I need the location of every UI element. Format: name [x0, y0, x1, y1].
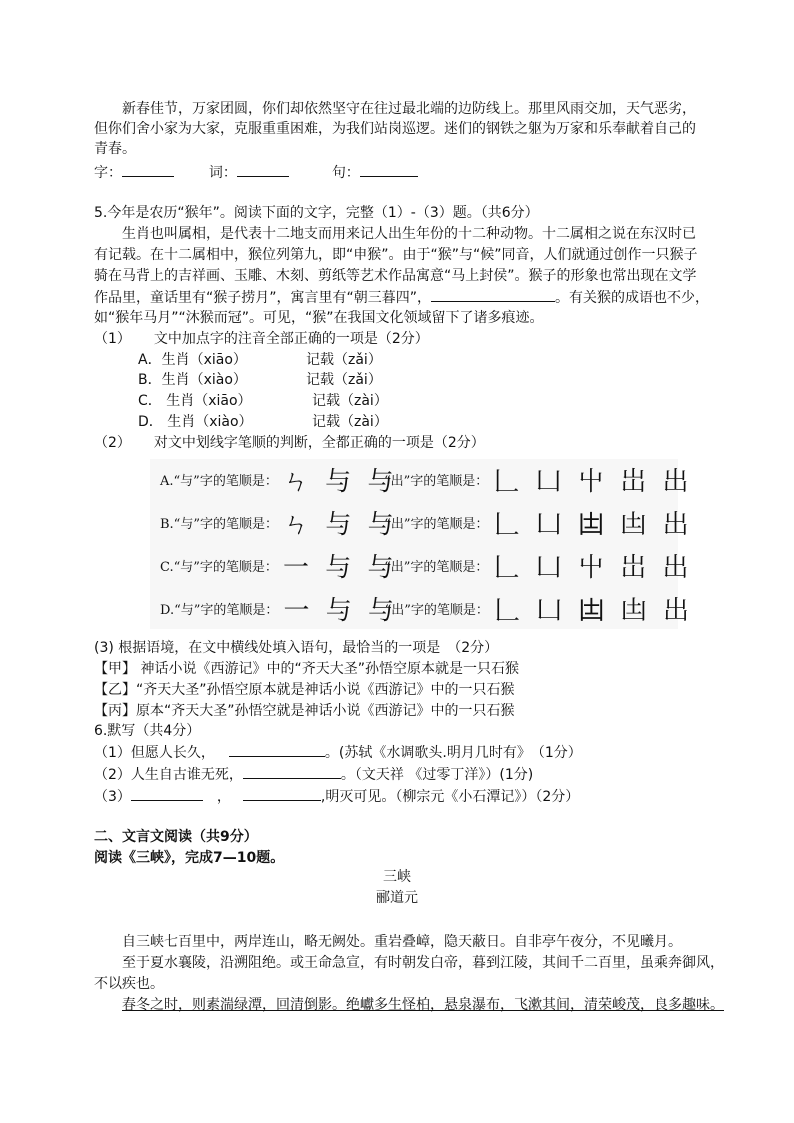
- yu-label: B.“与”字的笔顺是：: [160, 516, 278, 532]
- option-left: B．生肖（xiào）: [138, 372, 247, 388]
- classical-paragraph: 至于夏水襄陵，沿溯阻绝。或王命急宣，有时朝发白帝，暮到江陵，其间千二百里，虽乘奔御风，: [122, 955, 724, 971]
- q6-3-blank-b[interactable]: [243, 786, 321, 801]
- option-right: 记载（zǎi）: [306, 372, 382, 388]
- q6-title: 6.默写（共4分）: [94, 723, 201, 739]
- chu-label: “出”字的笔顺是：: [384, 559, 489, 575]
- stroke-option-c[interactable]: [160, 547, 693, 587]
- q6-line-3: [94, 786, 579, 807]
- q6-3-blank-a[interactable]: [131, 786, 203, 801]
- q6-line-2: [94, 764, 533, 785]
- q5-passage-line: 如“猴年马月”“沐猴而冠”。可见，“猴”在我国文化领域留下了诸多痕迹。: [94, 310, 544, 326]
- chu-label: “出”字的笔顺是：: [384, 473, 489, 489]
- intro-line-3: 青春。: [94, 141, 136, 157]
- q5-sub1-stem: 文中加点字的注音全部正确的一项是（2分）: [153, 331, 429, 347]
- q6-line-1: [94, 742, 582, 763]
- answer-blanks-row: [94, 162, 418, 183]
- poem-author: 郦道元: [376, 890, 418, 906]
- yu-stroke-sequence: ㄣ 与 与: [283, 509, 398, 540]
- stroke-option-b[interactable]: [160, 504, 693, 544]
- yu-label: D.“与”字的笔顺是：: [160, 602, 279, 618]
- classical-paragraph: 不以疾也。: [94, 976, 164, 992]
- ju-label: 句：: [331, 165, 360, 181]
- q5-title: 5.今年是农历“猴年”。阅读下面的文字，完整（1）-（3）题。（共6分）: [94, 205, 539, 221]
- intro-line-2: 但你们舍小家为大家，克服重重困难，为我们站岗巡逻。迷们的钢铁之躯为万家和乐奉献着自己的: [94, 121, 696, 137]
- yu-stroke-sequence: 一 与 与: [283, 552, 398, 583]
- q6-2-source: 。（文天祥 《过零丁洋》）(1分): [340, 767, 534, 783]
- q6-1-prompt: （1）但愿人长久，: [94, 745, 215, 761]
- chu-stroke-sequence: 𠃊 凵 𠙽 凷 出: [493, 509, 693, 540]
- chu-label: “出”字的笔顺是：: [384, 602, 489, 618]
- q6-3-comma: ，: [216, 789, 231, 805]
- classical-paragraph: 自三峡七百里中，两岸连山，略无阙处。重岩叠嶂，隐天蔽日。自非亭午夜分，不见曦月。: [122, 934, 682, 950]
- q5-sub3-option-yi[interactable]: 【乙】“齐天大圣”孙悟空原本就是神话小说《西游记》中的一只石猴: [94, 682, 515, 698]
- option-left: C． 生肖（xiāo）: [138, 393, 252, 409]
- q5-passage-text: 作品里，童话里有“猴子捞月”，寓言里有“朝三暮四”，: [94, 290, 432, 306]
- q5-passage-text: 。有关猴的成语也不少，: [555, 290, 710, 306]
- chu-label: “出”字的笔顺是：: [384, 516, 489, 532]
- q5-sub1-option-b[interactable]: [138, 370, 382, 390]
- chu-stroke-sequence: 𠃊 凵 屮 岀 出: [493, 552, 693, 583]
- q5-sub2-num: （2）: [94, 435, 131, 451]
- chu-stroke-sequence: 𠃊 凵 屮 岀 出: [493, 466, 693, 497]
- q5-passage-line-with-blank: [94, 287, 709, 308]
- q6-2-blank[interactable]: [243, 764, 341, 779]
- section2-instruction: 阅读《三峡》，完成7—10题。: [94, 850, 285, 866]
- q5-sub3-option-bing[interactable]: 【丙】原本“齐天大圣”孙悟空就是神话小说《西游记》中的一只石猴: [94, 703, 515, 719]
- q6-3-prompt: （3）: [94, 789, 131, 805]
- q5-sub3-stem: (3) 根据语境，在文中横线处填入语句，最恰当的一项是 （2分）: [94, 640, 499, 656]
- option-right: 记载（zài）: [312, 414, 388, 430]
- q5-passage-line: 有记载。在十二属相中，猴位列第九，即“申猴”。由于“猴”与“候”同音，人们就通过创作一只猴子: [94, 247, 698, 263]
- q5-sub1-option-d[interactable]: [138, 412, 388, 432]
- ci-blank[interactable]: [237, 162, 289, 177]
- q5-passage-line: 骑在马背上的吉祥画、玉雕、木刻、剪纸等艺术作品寓意“马上封侯”。猴子的形象也常出现在文学: [94, 268, 697, 284]
- q5-sub1-num: （1）: [94, 331, 131, 347]
- q5-sub1-option-c[interactable]: [138, 391, 388, 411]
- q5-sub1-option-a[interactable]: [138, 350, 382, 370]
- stroke-order-image: [150, 459, 694, 629]
- q6-3-source: ,明灭可见。（柳宗元《小石潭记》）（2分）: [320, 789, 580, 805]
- q5-sub3-option-jia[interactable]: 【甲】 神话小说《西游记》中的“齐天大圣”孙悟空原本就是一只石猴: [94, 661, 519, 677]
- q5-fill-blank[interactable]: [431, 287, 555, 302]
- q5-sub2-stem-row: [94, 433, 485, 453]
- q5-sub1-stem-row: [94, 329, 429, 349]
- chu-stroke-sequence: 𠃊 凵 𠙽 凷 出: [493, 595, 694, 626]
- option-left: D． 生肖（xiào）: [138, 414, 253, 430]
- option-right: 记载（zài）: [312, 393, 388, 409]
- stroke-option-d[interactable]: [160, 590, 693, 630]
- q5-passage-line: 生肖也叫属相，是代表十二地支而用来记人出生年份的十二种动物。十二属相之说在东汉时已: [122, 226, 696, 242]
- zi-label: 字：: [94, 165, 122, 181]
- section2-heading: 二、文言文阅读（共9分）: [94, 829, 258, 845]
- ci-label: 词：: [208, 165, 237, 181]
- yu-stroke-sequence: 一 与 与: [283, 595, 399, 626]
- q6-2-prompt: （2）人生自古谁无死，: [94, 767, 243, 783]
- zi-blank[interactable]: [122, 162, 174, 177]
- q6-1-blank[interactable]: [229, 742, 325, 757]
- classical-paragraph-underlined: 春冬之时，则素湍绿潭，回清倒影。绝巘多生怪柏，悬泉瀑布，飞漱其间，清荣峻茂，良多趣味。: [122, 997, 724, 1013]
- q6-1-source: 。(苏轼《水调歌头.明月几时有》 （1分）: [324, 745, 582, 761]
- option-left: A．生肖（xiāo）: [138, 352, 247, 368]
- q5-sub2-stem: 对文中划线字笔顺的判断，全都正确的一项是（2分）: [153, 435, 485, 451]
- yu-stroke-sequence: ㄣ 与 与: [282, 466, 398, 497]
- yu-label: A.“与”字的笔顺是：: [160, 473, 278, 489]
- yu-label: C.“与”字的笔顺是：: [160, 559, 278, 575]
- intro-line-1: 新春佳节，万家团圆，你们却依然坚守在往过最北端的边防线上。那里风雨交加，天气恶劣，: [122, 101, 696, 117]
- ju-blank[interactable]: [360, 162, 418, 177]
- stroke-option-a[interactable]: [160, 461, 692, 501]
- poem-title: 三峡: [383, 869, 411, 885]
- option-right: 记载（zǎi）: [306, 352, 382, 368]
